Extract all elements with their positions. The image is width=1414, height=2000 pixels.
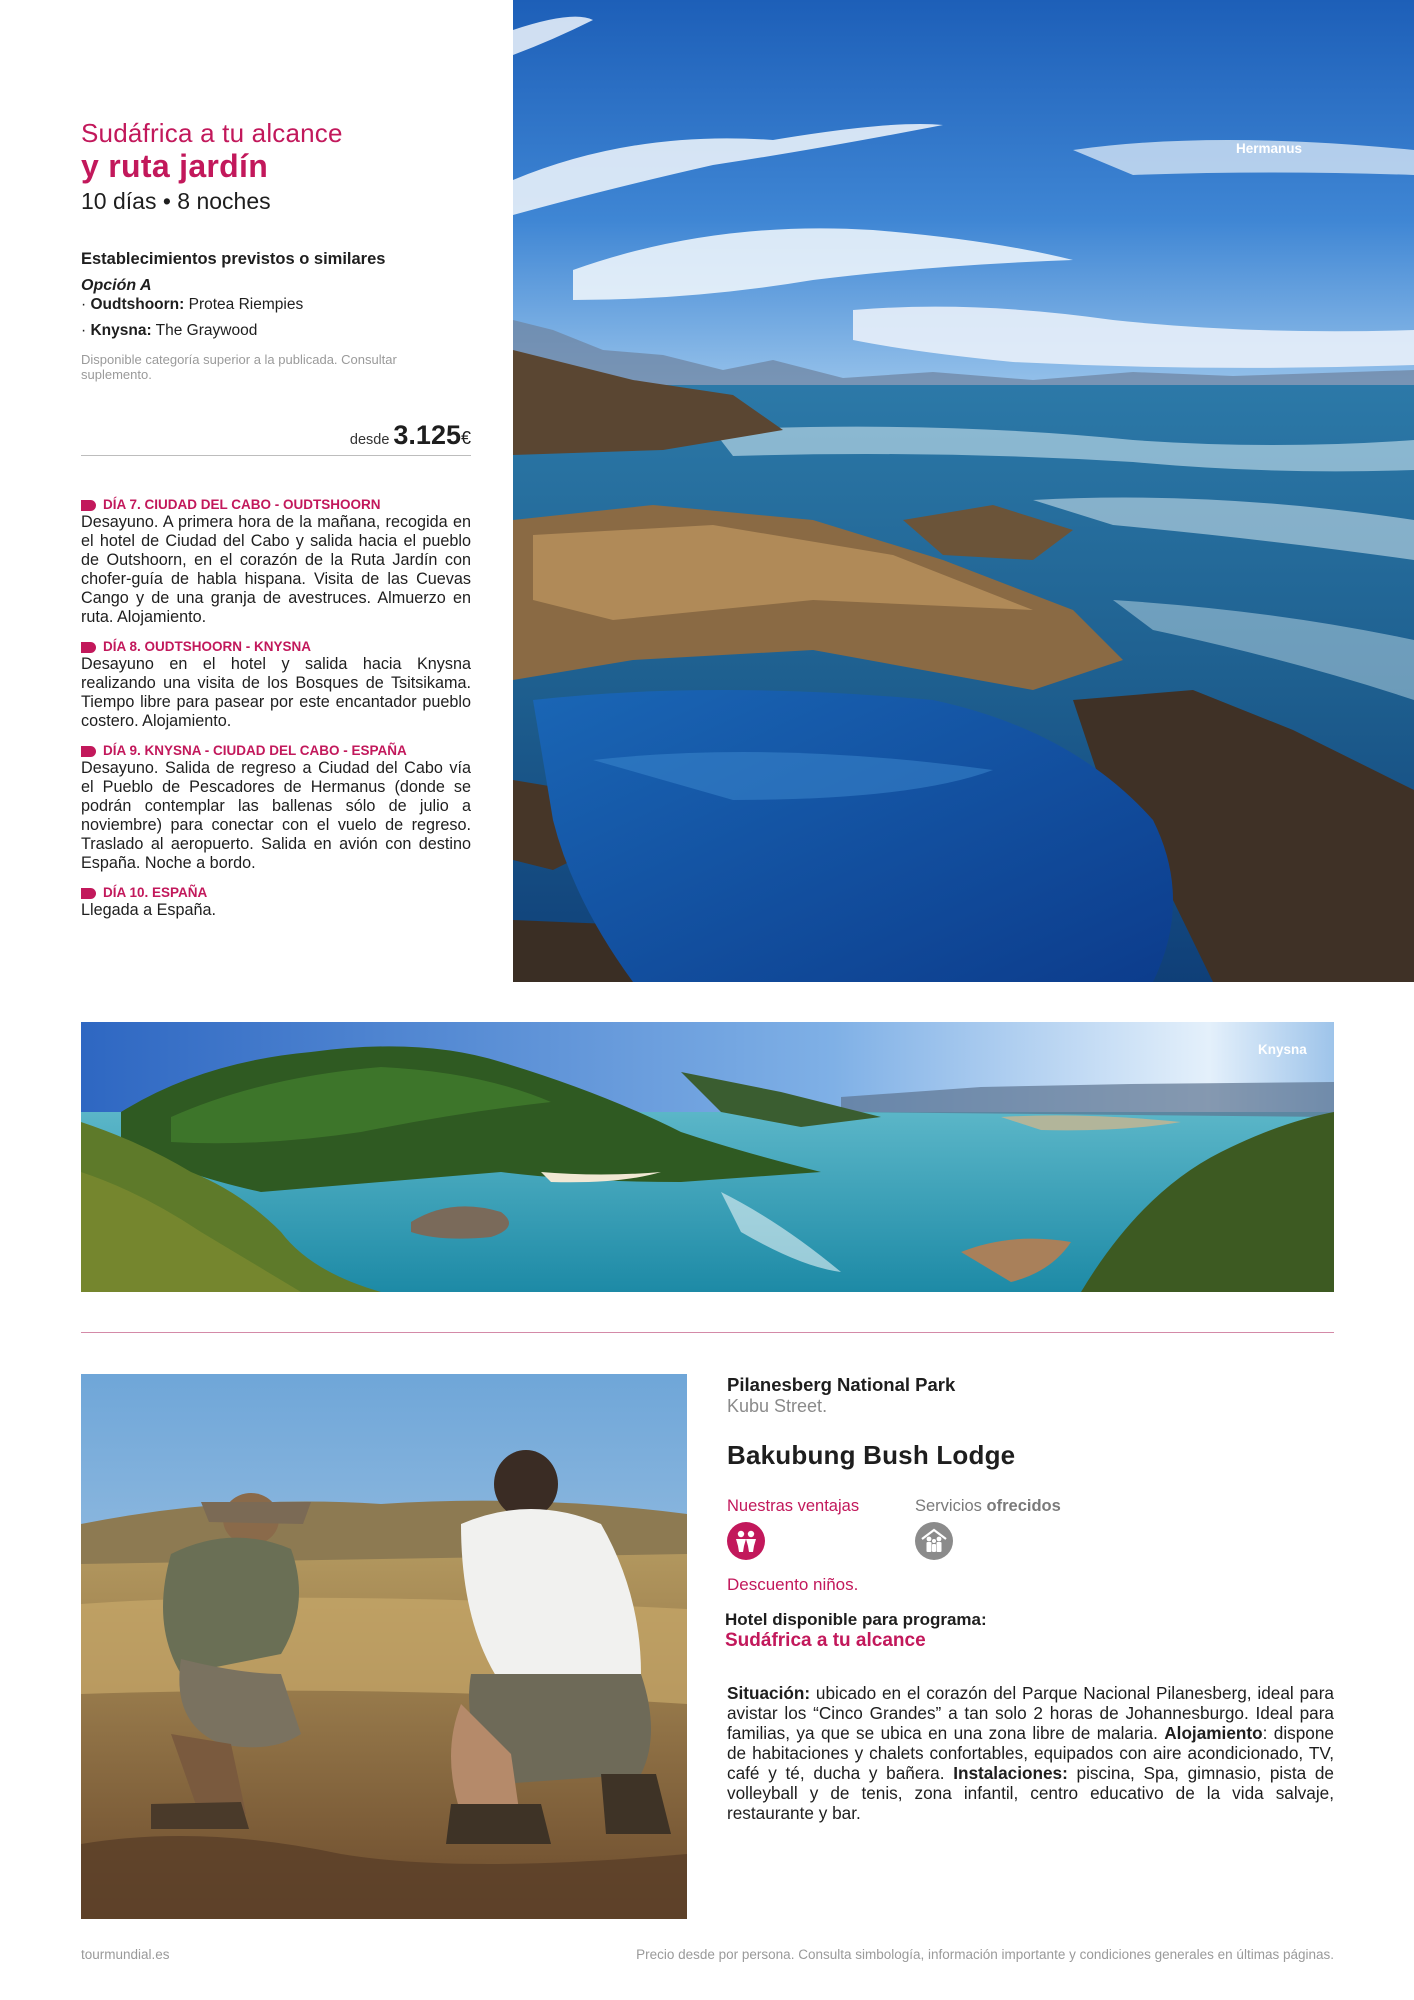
knysna-photo — [81, 1022, 1334, 1292]
trip-duration: 10 días • 8 noches — [81, 188, 271, 214]
hermanus-caption: Hermanus — [1236, 141, 1303, 156]
establishment-item — [81, 296, 303, 314]
lodging-text: : dispone de habitaciones y chalets confortables, equipados con aire acondicionado, TV, café y té, ducha y bañera. — [727, 1723, 1334, 1783]
establishment-hotel: The Graywood — [151, 322, 258, 339]
advantage-text: Descuento niños. — [727, 1575, 859, 1594]
lodging-label: Alojamiento — [1164, 1723, 1263, 1743]
safari-photo — [81, 1374, 687, 1919]
establishments-heading: Establecimientos previstos o similares — [81, 250, 386, 268]
program-name: Sudáfrica a tu alcance — [725, 1630, 926, 1651]
day-heading — [81, 743, 471, 759]
establishments-option: Opción A — [81, 277, 152, 294]
day-description: Desayuno. A primera hora de la mañana, recogida en el hotel de Ciudad del Cabo y salida hacia el pueblo de Outshoorn, en el corazón de la Ruta Jardín con chofer-guía de habla hispana. Visita de las Cuevas Cango y de una granja de avestruces. Almuerzo en ruta. Alojamiento. — [81, 513, 471, 626]
services-label-b: ofrecidos — [986, 1497, 1061, 1515]
day-description: Desayuno. Salida de regreso a Ciudad del Cabo vía el Pueblo de Pescadores de Hermanus (donde se podrán contemplar las ballenas sólo de julio a noviembre) para conectar con el vuelo de regreso. Traslado al aeropuerto. Salida en avión con destino España. Noche a bordo. — [81, 759, 471, 872]
day-heading — [81, 885, 471, 901]
establishment-hotel: Protea Riempies — [184, 296, 304, 313]
family-icon — [915, 1522, 953, 1560]
price-currency: € — [460, 428, 471, 448]
price-prefix: desde — [349, 432, 390, 448]
hotel-street: Kubu Street. — [727, 1396, 828, 1416]
services-label-a: Servicios — [915, 1497, 987, 1515]
section-divider — [81, 1332, 1334, 1333]
brochure-title: Sudáfrica a tu alcance — [81, 118, 343, 148]
day-heading — [81, 639, 471, 655]
bullet-text: · — [81, 296, 91, 313]
day-heading-text: DÍA 8. OUDTSHOORN - KNYSNA — [103, 639, 312, 654]
hotel-description — [727, 1683, 1334, 1823]
bullet-icon — [81, 746, 96, 757]
day-heading-text: DÍA 10. ESPAÑA — [103, 885, 208, 900]
day-description: Desayuno en el hotel y salida hacia Knysna realizando una visita de los Bosques de Tsitsikama. Tiempo libre para pasear por este encantador pueblo costero. Alojamiento. — [81, 655, 471, 730]
price-row — [81, 420, 471, 456]
hermanus-photo — [513, 0, 1414, 982]
program-label: Hotel disponible para programa: — [725, 1610, 987, 1629]
facilities-label: Instalaciones: — [953, 1763, 1068, 1783]
footer-note: Precio desde por persona. Consulta simbología, información importante y condiciones generales en últimas páginas. — [636, 1947, 1334, 1962]
hotel-name: Bakubung Bush Lodge — [727, 1440, 1016, 1470]
hotel-location: Pilanesberg National Park — [727, 1374, 956, 1395]
facilities-text: piscina, Spa, gimnasio, pista de volleyball y de tenis, zona infantil, centro educativo de la vida salvaje, restaurante y bar. — [727, 1763, 1334, 1823]
establishments-note: Disponible categoría superior a la publicada. Consultar suplemento. — [81, 352, 397, 382]
bullet-icon — [81, 500, 96, 511]
situation-label: Situación: — [727, 1683, 811, 1703]
establishment-place: Knysna: — [90, 322, 152, 339]
establishment-item — [81, 322, 257, 340]
bullet-text: · — [81, 322, 91, 339]
brochure-subtitle: y ruta jardín — [81, 148, 269, 184]
price-value: 3.125 — [393, 420, 461, 450]
services-label — [915, 1497, 1061, 1516]
establishment-place: Oudtshoorn: — [90, 296, 185, 313]
itinerary — [81, 497, 471, 920]
knysna-caption: Knysna — [1258, 1042, 1307, 1057]
bullet-icon — [81, 888, 96, 899]
day-heading-text: DÍA 9. KNYSNA - CIUDAD DEL CABO - ESPAÑA — [103, 743, 407, 758]
day-heading — [81, 497, 471, 513]
kids-icon — [727, 1522, 765, 1560]
advantages-label: Nuestras ventajas — [727, 1497, 860, 1515]
footer-site: tourmundial.es — [81, 1947, 170, 1962]
day-heading-text: DÍA 7. CIUDAD DEL CABO - OUDTSHOORN — [103, 497, 381, 512]
day-description: Llegada a España. — [81, 901, 217, 919]
bullet-icon — [81, 642, 96, 653]
situation-text: ubicado en el corazón del Parque Nacional Pilanesberg, ideal para avistar los “Cinco Grandes” a tan solo 2 horas de Johannesburgo. Ideal para familias, ya que se ubica en una zona libre de malaria. — [727, 1683, 1334, 1743]
